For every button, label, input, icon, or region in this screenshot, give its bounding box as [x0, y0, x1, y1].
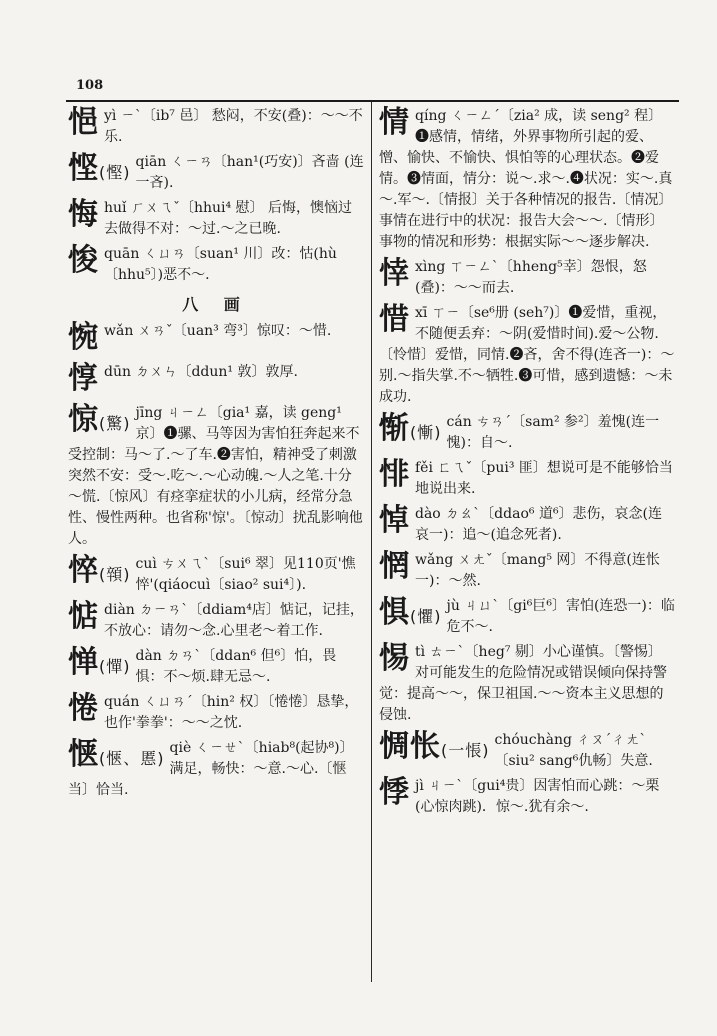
headword: 悼 — [379, 503, 410, 538]
dictionary-entry — [68, 152, 364, 194]
definition: tì ㄊㄧˋ〔heg⁷ 剔〕小心谨慎。〔警惕〕对可能发生的危险情况或错误倾向保持警觉：提高～～，保卫祖国.～～资本主义思想的侵蚀. — [379, 644, 667, 723]
dictionary-entry — [68, 600, 364, 642]
headword: 情 — [379, 105, 410, 140]
definition: xī ㄒㄧ〔se⁶册 (seh⁷)〕❶爱惜，重视，不随便丢弃：～阴(爱惜时间).爱～公物.〔怜惜〕爱惜，同情.❷吝，舍不得(连吝一)：～别.～指失掌.不～牺牲.❸可惜，感到遗憾：～未成功. — [379, 305, 675, 405]
headword: 悸 — [379, 775, 410, 810]
definition: qiè ㄑㄧㄝˋ〔hiab⁸(起协⁸)〕满足，畅快：～意.～心.〔惬当〕恰当. — [68, 740, 354, 798]
dictionary-entry — [379, 106, 675, 253]
variant-form: (憚) — [99, 657, 131, 676]
dictionary-entry — [68, 692, 364, 734]
definition: jù ㄐㄩˋ〔gi⁶巨⁶〕害怕(连恐一)：临危不～. — [446, 598, 675, 635]
variant-form: (愜、慝) — [99, 749, 165, 768]
definition: jì ㄐㄧˋ〔gui⁴贵〕因害怕而心跳：～栗(心惊肉跳)．惊～.犹有余～. — [415, 778, 660, 815]
page-number: 108 — [76, 78, 104, 93]
definition: fěi ㄈㄟˇ〔pui³ 匪〕想说可是不能够恰当地说出来. — [415, 460, 673, 497]
headword: 悭(慳) — [68, 151, 131, 186]
dictionary-entry — [379, 596, 675, 638]
headword: 惇 — [68, 361, 99, 396]
variant-form: (慳) — [99, 163, 131, 182]
headword: 惧(懼) — [379, 595, 442, 630]
dictionary-entry — [68, 244, 364, 286]
dictionary-entry — [68, 554, 364, 596]
definition: xìng ㄒㄧㄥˋ〔hheng⁵幸〕怨恨，怒(叠)：～～而去. — [415, 259, 647, 296]
headword: 惭(慚) — [379, 411, 442, 446]
dictionary-entry — [68, 321, 364, 358]
dictionary-entry — [379, 458, 675, 500]
headword: 惜 — [379, 302, 410, 337]
dictionary-entry — [379, 776, 675, 818]
definition: jīng ㄐㄧㄥ〔gia¹ 嘉，读 geng¹ 京〕❶骡、马等因为害怕狂奔起来不受控制：马～了.～了车.❷害怕，精神受了刺激突然不安：受～.吃～.～心动魄.～人之笔.十分～慌.〔惊风〕有痉挛症状的小儿病，经常分急性、慢性两种。也省称'惊'。〔惊动〕扰乱影响他人。 — [68, 405, 363, 547]
variant-form: (懼) — [410, 607, 442, 626]
definition: yì ㄧˋ〔ib⁷ 邑〕 愁闷，不安(叠)：～～不乐. — [104, 108, 363, 145]
headword: 惕 — [379, 641, 410, 676]
headword: 悱 — [379, 457, 410, 492]
definition: qiān ㄑㄧㄢ〔han¹(巧安)〕吝啬 (连一吝). — [135, 154, 364, 191]
definition: quán ㄑㄩㄢˊ〔hin² 权〕〔惓惓〕恳挚，也作'拳拳'：～～之忱. — [104, 694, 359, 731]
column-divider — [371, 102, 372, 982]
definition: wǎng ㄨㄤˇ〔mang⁵ 网〕不得意(连怅一)：～然. — [415, 552, 660, 589]
dictionary-entry — [379, 412, 675, 454]
headword: 惘 — [379, 549, 410, 584]
dictionary-entry — [379, 550, 675, 592]
definition: huǐ ㄏㄨㄟˇ〔hhui⁴ 慰〕 后悔，懊恼过去做得不对：～过.～之已晚. — [104, 200, 353, 237]
headword: 惮(憚) — [68, 645, 131, 680]
dictionary-entry — [68, 403, 364, 550]
dictionary-entry — [68, 198, 364, 240]
dictionary-entry — [68, 106, 364, 148]
headword: 惬(愜、慝) — [68, 737, 165, 772]
definition: dàn ㄉㄢˋ〔ddan⁶ 但⁶〕怕，畏惧：不～烦.肆无忌～. — [135, 648, 337, 685]
dictionary-entry — [68, 646, 364, 688]
variant-form: (慚) — [410, 423, 442, 442]
definition: dào ㄉㄠˋ〔ddao⁶ 道⁶〕悲伤，哀念(连哀一)：追～(追念死者). — [415, 506, 663, 543]
headword: 惋 — [68, 320, 99, 355]
left-column — [68, 106, 364, 805]
headword: 悒 — [68, 105, 99, 140]
headword: 悻 — [379, 256, 410, 291]
variant-form: (顇) — [99, 565, 131, 584]
definition: chóuchàng ㄔㄡˊㄔㄤˋ〔siu² sang⁶仇畅〕失意. — [494, 732, 653, 769]
dictionary-entry — [379, 642, 675, 726]
section-heading: 八 画 — [182, 295, 250, 314]
headword: 悔 — [68, 197, 99, 232]
headword: 惆怅(一悵) — [379, 729, 490, 764]
definition: qíng ㄑㄧㄥˊ〔zia² 成，读 seng² 程〕❶感情，情绪，外界事物所引起的爱、憎、愉快、不愉快、惧怕等的心理状态。❷爱情。❸情面，情分：说～.求～.❹状况：实～.真～.军～.〔情报〕关于各种情况的报告.〔情况〕事情在进行中的状况：报告大会～～.〔情形〕事物的情况和形势：根据实际～～逐步解决. — [379, 108, 673, 250]
definition: dūn ㄉㄨㄣ〔ddun¹ 敦〕敦厚. — [104, 364, 298, 380]
definition: diàn ㄉㄧㄢˋ〔ddiam⁴店〕惦记，记挂，不放心：请勿～念.心里老～着工作. — [104, 602, 364, 639]
top-rule — [66, 100, 679, 102]
definition: cuì ㄘㄨㄟˋ〔sui⁶ 翠〕见110页'憔悴'(qiáocuì〔siao² sui⁴〕). — [135, 556, 356, 593]
definition: wǎn ㄨㄢˇ〔uan³ 弯³〕惊叹：～惜. — [104, 323, 332, 339]
dictionary-entry — [379, 730, 675, 772]
dictionary-entry — [68, 362, 364, 399]
headword: 惓 — [68, 691, 99, 726]
dictionary-entry — [68, 738, 364, 801]
headword: 悴(顇) — [68, 553, 131, 588]
variant-form: (驚) — [99, 414, 131, 433]
dictionary-entry — [379, 303, 675, 408]
dictionary-entry — [379, 257, 675, 299]
definition: cán ㄘㄢˊ〔sam² 参²〕羞愧(连一愧)：自～. — [446, 414, 660, 451]
right-column — [379, 106, 675, 822]
variant-form: (一悵) — [441, 741, 490, 760]
headword: 惊(驚) — [68, 402, 131, 437]
headword: 悛 — [68, 243, 99, 278]
definition: quān ㄑㄩㄢ〔suan¹ 川〕改：怙(hù〔hhu⁵〕)恶不～. — [104, 246, 337, 283]
headword: 惦 — [68, 599, 99, 634]
dictionary-entry — [379, 504, 675, 546]
